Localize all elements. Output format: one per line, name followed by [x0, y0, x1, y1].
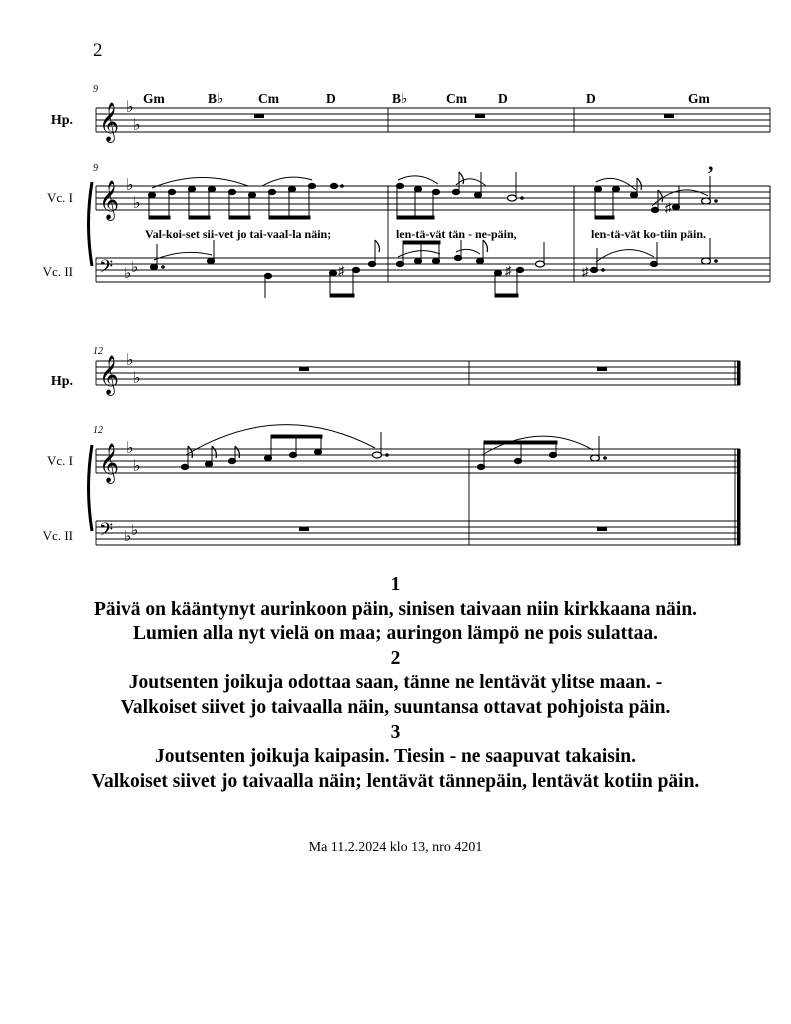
measure-number: 9 — [93, 84, 98, 95]
page-number: 2 — [93, 40, 103, 61]
svg-text:♯: ♯ — [505, 263, 512, 278]
verses — [0, 573, 791, 794]
treble-clef-icon: 𝄞 — [99, 104, 120, 141]
chord-symbol: Cm — [446, 91, 467, 106]
verse-line: Joutsenten joikuja odottaa saan, tänne ne lentävät ylitse maan. - — [128, 672, 663, 694]
verse-number: 1 — [390, 574, 401, 595]
lyric-line: Val-koi-set sii-vet jo tai-vaal-la näin; — [145, 227, 332, 241]
treble-clef-icon: 𝄞 — [99, 182, 120, 219]
svg-text:♭: ♭ — [133, 195, 141, 212]
measure-number: 12 — [93, 425, 103, 436]
verse-number: 2 — [390, 647, 401, 669]
verse-line: Lumien alla nyt vielä on maa; auringon lämpö ne pois sulattaa. — [133, 623, 658, 645]
whole-rest-icon — [299, 527, 607, 531]
final-barline — [737, 449, 741, 545]
cello2-notes — [150, 238, 717, 298]
system-1 — [43, 84, 770, 298]
brace-icon — [89, 445, 93, 531]
chord-symbol: D — [586, 91, 596, 106]
svg-text:♯: ♯ — [665, 200, 672, 215]
key-signature-flats-icon — [124, 260, 138, 282]
chord-symbol: Cm — [258, 91, 279, 106]
svg-text:♭: ♭ — [126, 177, 134, 194]
svg-text:♭: ♭ — [133, 458, 141, 475]
svg-text:♭: ♭ — [124, 266, 132, 282]
cello2-staff — [96, 449, 740, 545]
key-signature-flats-icon — [126, 352, 141, 387]
breath-mark-icon: , — [708, 150, 714, 175]
svg-text:♭: ♭ — [126, 440, 134, 457]
treble-clef-icon: 𝄞 — [99, 445, 120, 482]
svg-text:♯: ♯ — [338, 263, 345, 278]
final-barline — [737, 361, 741, 385]
instrument-label-cello2: Vc. II — [42, 528, 73, 543]
svg-text:♭: ♭ — [133, 117, 141, 134]
measure-number: 12 — [93, 346, 103, 357]
lyric-line: len-tä-vät ko-tiin päin. — [591, 227, 707, 241]
instrument-label-harp: Hp. — [50, 374, 73, 389]
instrument-label-harp: Hp. — [50, 113, 73, 128]
cello1-notes-measure-12-13 — [181, 425, 606, 470]
chord-symbol: D — [498, 91, 508, 106]
key-signature-flats-icon — [126, 99, 141, 134]
system-2 — [43, 346, 741, 545]
svg-text:♭: ♭ — [126, 352, 134, 369]
key-signature-flats-icon — [126, 440, 141, 475]
svg-text:♭: ♭ — [133, 370, 141, 387]
instrument-label-cello1: Vc. I — [47, 453, 73, 468]
bass-clef-icon: 𝄢 — [99, 519, 114, 544]
svg-text:♭: ♭ — [124, 529, 132, 545]
chord-symbol: D — [326, 91, 336, 106]
cello1-notes-measure-11 — [594, 150, 717, 219]
key-signature-flats-icon — [124, 523, 138, 545]
verse-line: Päivä on kääntynyt aurinkoon päin, sinisen taivaan niin kirkkaana näin. — [93, 598, 698, 620]
verse-line: Joutsenten joikuja kaipasin. Tiesin - ne saapuvat takaisin. — [155, 746, 636, 768]
harp-staff — [96, 361, 740, 385]
svg-text:♯: ♯ — [582, 264, 589, 279]
whole-rest-icon — [254, 114, 674, 118]
key-signature-flats-icon — [126, 177, 141, 212]
verse-line: Valkoiset siivet jo taivaalla näin; lentävät tännepäin, lentävät kotiin päin. — [91, 770, 700, 792]
chord-symbol: B♭ — [208, 91, 224, 106]
svg-text:♭: ♭ — [131, 260, 139, 276]
svg-text:♭: ♭ — [131, 523, 139, 539]
chord-symbol: Gm — [143, 91, 165, 106]
lyric-line: len-tä-vät tän - ne-päin, — [396, 227, 517, 241]
whole-rest-icon — [299, 367, 607, 371]
treble-clef-icon: 𝄞 — [99, 357, 120, 394]
measure-number: 9 — [93, 163, 98, 174]
instrument-label-cello1: Vc. I — [47, 190, 73, 205]
harp-staff — [96, 108, 770, 132]
verse-line: Valkoiset siivet jo taivaalla näin, suuntansa ottavat pohjoista päin. — [120, 696, 671, 718]
chord-symbol: Gm — [688, 91, 710, 106]
verse-number: 3 — [390, 721, 401, 743]
cello1-notes-measure-10 — [396, 172, 523, 219]
footer-date: Ma 11.2.2024 klo 13, nro 4201 — [308, 840, 483, 855]
brace-icon — [89, 182, 93, 266]
bass-clef-icon: 𝄢 — [99, 256, 114, 281]
instrument-label-cello2: Vc. II — [42, 264, 73, 279]
svg-text:♭: ♭ — [126, 99, 134, 116]
chord-symbol: B♭ — [392, 91, 408, 106]
